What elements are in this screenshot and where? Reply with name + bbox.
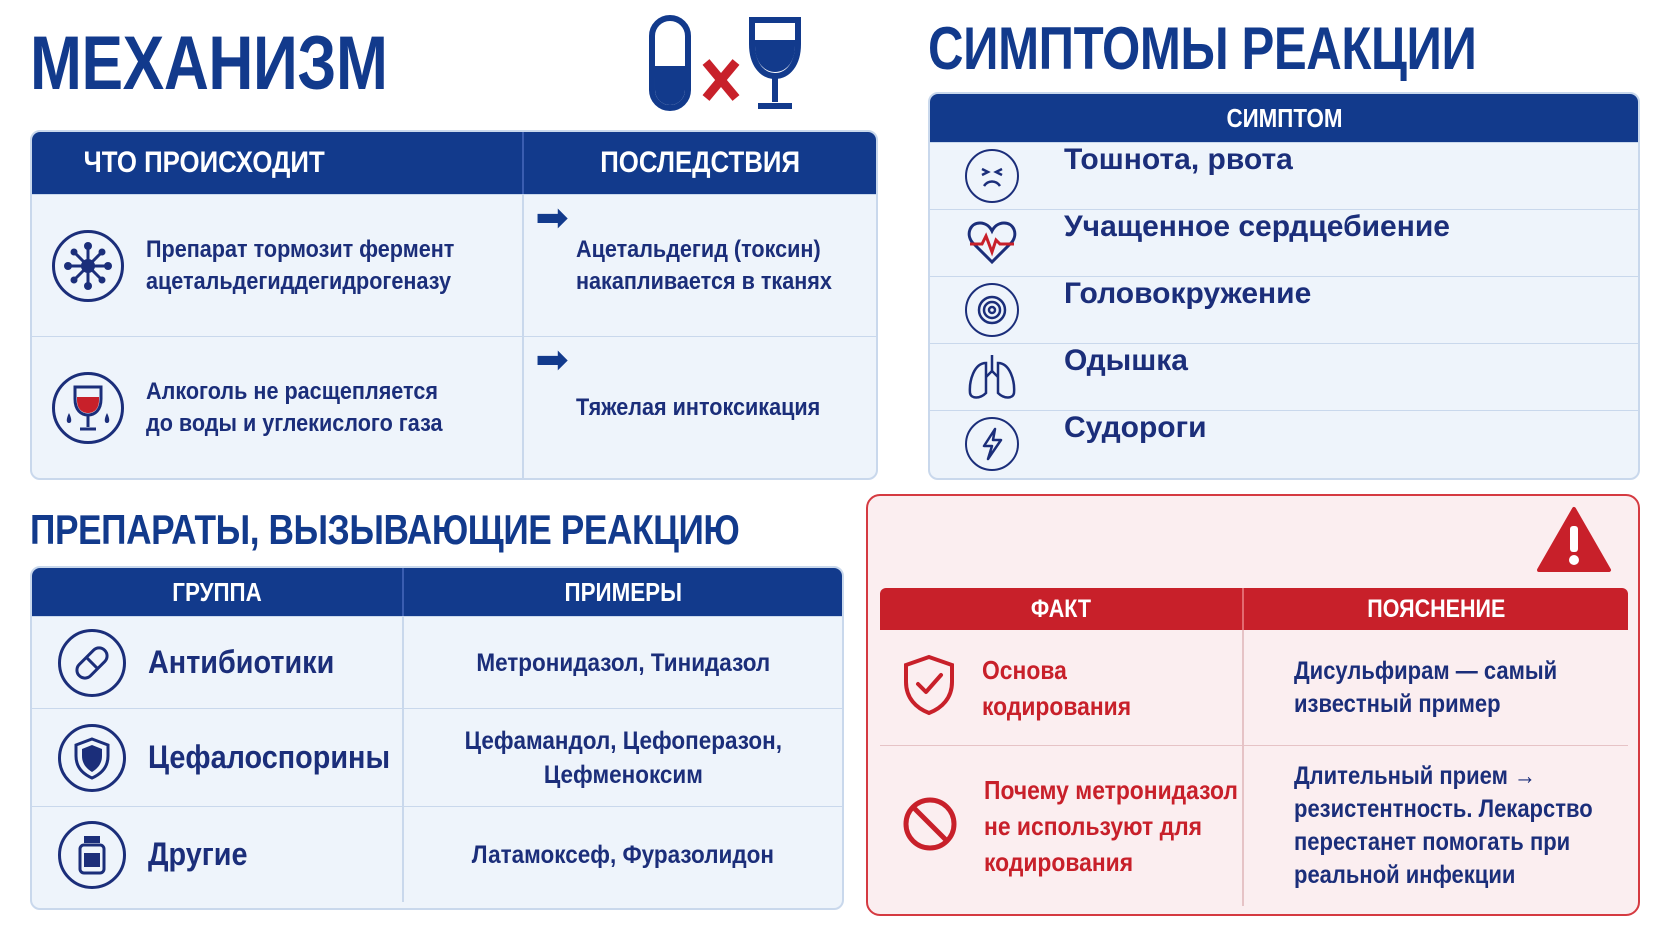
fact-line: кодирования: [982, 690, 1132, 721]
group-name: [148, 644, 355, 681]
table-row: [32, 708, 842, 806]
cause-line: Препарат тормозит фермент: [146, 235, 455, 263]
mechanism-cause: [146, 234, 489, 298]
header-consequences: ПОСЛЕДСТВИЯ: [600, 146, 800, 179]
preparations-header: [32, 568, 842, 616]
list-item: [930, 209, 1638, 276]
fact-text: [982, 652, 1151, 724]
symptom-label: Одышка: [1064, 344, 1188, 377]
header-examples: ПРИМЕРЫ: [564, 576, 682, 607]
explanation-text: [1294, 760, 1633, 892]
nausea-face-icon: [965, 149, 1019, 203]
explanation-line: реальной инфекции: [1294, 861, 1516, 889]
mechanism-result: [576, 234, 860, 298]
result-line: накапливается в тканях: [576, 267, 832, 295]
examples-line: Метронидазол, Тинидазол: [476, 648, 770, 677]
arrow-right-icon: ➡: [535, 196, 569, 240]
group-label: Антибиотики: [148, 644, 335, 680]
shield-check-icon: [902, 654, 956, 721]
molecule-icon: [52, 230, 124, 302]
symptom-label: Головокружение: [1064, 277, 1312, 310]
fact-line: Почему метронидазол: [984, 775, 1238, 805]
shield-icon: [58, 724, 126, 792]
lightning-icon: [965, 417, 1019, 471]
arrow-right-icon: ➡: [535, 338, 569, 382]
prohibited-icon: [902, 796, 958, 857]
header-explanation: ПОЯСНЕНИЕ: [1366, 594, 1506, 623]
group-examples: [447, 724, 800, 792]
important-header: [880, 588, 1628, 630]
warning-triangle-icon: [1536, 506, 1612, 579]
group-examples: [460, 646, 787, 680]
heartbeat-icon: [965, 216, 1019, 270]
mechanism-table: [30, 130, 878, 480]
preparations-table: [30, 566, 844, 910]
preparations-title: ПРЕПАРАТЫ, ВЫЗЫВАЮЩИЕ РЕАКЦИЮ: [30, 506, 740, 553]
fact-line: не используют для: [984, 811, 1202, 841]
important-panel: [866, 494, 1640, 916]
mechanism-result: [576, 392, 847, 424]
explanation-line: перестанет помогать при: [1294, 828, 1571, 856]
examples-line: Цефамандол, Цефоперазон,: [464, 726, 782, 755]
result-line: Тяжелая интоксикация: [576, 393, 821, 421]
table-row: [32, 194, 876, 336]
examples-line: Цефменоксим: [543, 760, 703, 789]
group-examples: [455, 838, 791, 872]
list-item: [930, 276, 1638, 343]
medicine-bottle-icon: [58, 821, 126, 889]
wine-glass-drops-icon: [52, 372, 124, 444]
explanation-line: Дисульфирам — самый: [1294, 656, 1558, 685]
important-table: [880, 588, 1628, 906]
table-row: [32, 616, 842, 708]
symptom-label: Тошнота, рвота: [1064, 143, 1293, 176]
cause-line: ацетальдегиддегидрогеназу: [146, 267, 451, 295]
list-item: [930, 142, 1638, 209]
mechanism-cause: [146, 376, 476, 440]
symptom-label: Учащенное сердцебиение: [1064, 210, 1450, 243]
fact-line: Основа: [982, 654, 1067, 685]
header-what-happens: ЧТО ПРОИСХОДИТ: [83, 146, 325, 179]
result-line: Ацетальдегид (токсин): [576, 235, 821, 263]
pill-no-alcohol-icon: [648, 14, 808, 119]
group-label: Другие: [148, 836, 248, 872]
table-row: [32, 336, 876, 478]
fact-line: кодирования: [984, 847, 1134, 877]
explanation-line: резистентность. Лекарство: [1294, 795, 1593, 823]
pill-icon: [58, 629, 126, 697]
table-row: [880, 630, 1628, 746]
fact-text: [984, 772, 1273, 880]
header-group: ГРУППА: [172, 576, 262, 607]
group-name: [148, 836, 259, 873]
list-item: [930, 410, 1638, 477]
mechanism-title: МЕХАНИЗМ: [30, 21, 388, 106]
cause-line: до воды и углекислого газа: [146, 409, 443, 437]
mechanism-header: [32, 132, 876, 194]
symptom-label: Судороги: [1064, 411, 1207, 444]
table-row: [880, 746, 1628, 906]
header-fact: ФАКТ: [1030, 594, 1092, 623]
list-item: [930, 343, 1638, 410]
group-label: Цефалоспорины: [148, 739, 391, 775]
spiral-icon: [965, 283, 1019, 337]
symptoms-table: [928, 92, 1640, 480]
cause-line: Алкоголь не расщепляется: [146, 377, 438, 405]
table-row: [32, 806, 842, 902]
lungs-icon: [965, 350, 1019, 404]
examples-line: Латамоксеф, Фуразолидон: [471, 840, 775, 869]
group-name: [148, 739, 417, 776]
explanation-line: Длительный прием →: [1294, 762, 1536, 790]
explanation-text: [1294, 655, 1593, 721]
explanation-line: известный пример: [1294, 689, 1501, 718]
header-symptom: СИМПТОМ: [1225, 102, 1343, 133]
symptoms-title: СИМПТОМЫ РЕАКЦИИ: [928, 15, 1477, 82]
symptoms-header: [930, 94, 1638, 142]
